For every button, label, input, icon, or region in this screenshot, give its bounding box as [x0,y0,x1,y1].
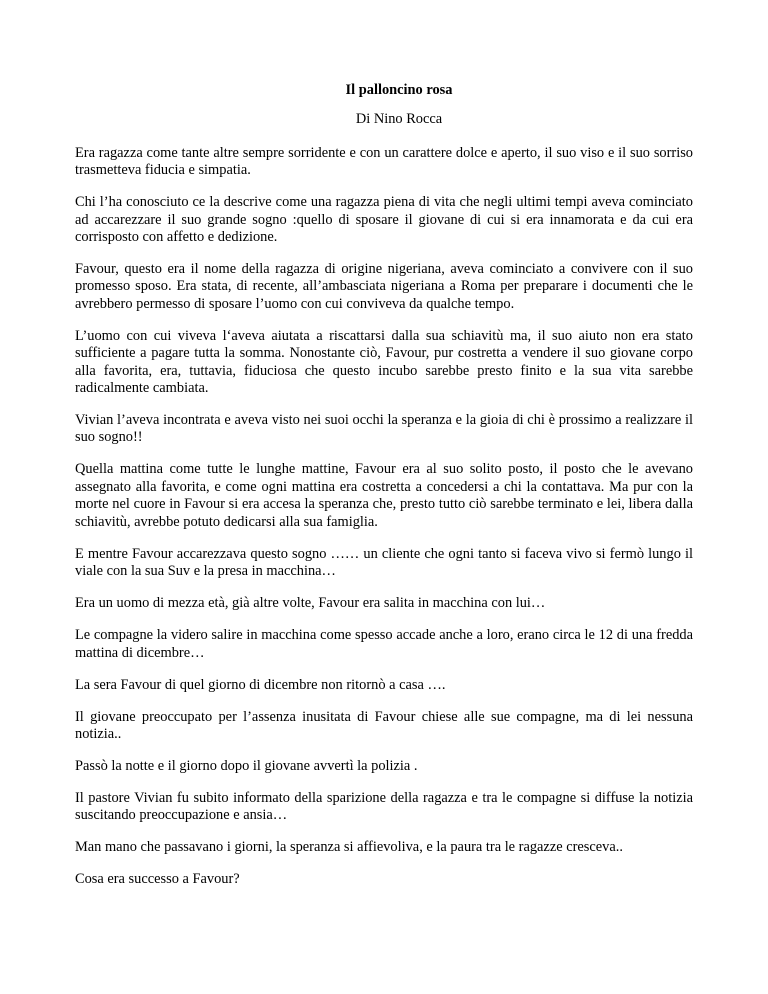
paragraph: Vivian l’aveva incontrata e aveva visto nei suoi occhi la speranza e la gioia di chi è prossimo a realizzare il suo sogno!! [75,412,693,446]
paragraph: Il pastore Vivian fu subito informato della sparizione della ragazza e tra le compagne si diffuse la notizia suscitando preoccupazione e ansia… [75,789,693,824]
paragraph: Chi l’ha conosciuto ce la descrive come una ragazza piena di vita che negli ultimi tempi aveva cominciato ad accarezzare il suo grande sogno :quello di sposare il giovane di cui si era innamorata e da cui era corrisposto con affetto e dedizione. [75,194,693,246]
paragraph: La sera Favour di quel giorno di dicembre non ritornò a casa …. [75,676,446,693]
document-page [75,82,693,903]
paragraph: Il giovane preoccupato per l’assenza inusitata di Favour chiese alle sue compagne, ma di lei nessuna notizia.. [75,708,693,742]
document-author: Di Nino Rocca [355,111,443,128]
paragraph: Le compagne la videro salire in macchina come spesso accade anche a loro, erano circa le 12 di una fredda mattina di dicembre… [75,627,693,661]
paragraph: Passò la notte e il giorno dopo il giovane avvertì la polizia . [75,757,418,774]
document-title: Il palloncino rosa [345,82,453,98]
paragraph: Era un uomo di mezza età, già altre volte, Favour era salita in macchina con lui… [75,595,546,612]
paragraph: Cosa era successo a Favour? [75,871,240,888]
paragraph: Quella mattina come tutte le lunghe mattine, Favour era al suo solito posto, il posto che le avevano assegnato alla favorita, e come ogni mattina era costretta a concedersi a chi la contattava. Ma pur con la morte nel cuore in Favour si era accesa la speranza che, presto tutto ciò sarebbe terminato e lei, libera dalla schiavitù, avrebbe potuto dedicarsi alla sua famiglia. [75,461,693,530]
paragraph: Era ragazza come tante altre sempre sorridente e con un carattere dolce e aperto, il suo viso e il suo sorriso trasmetteva fiducia e simpatia. [75,144,693,179]
paragraph: L’uomo con cui viveva l‘aveva aiutata a riscattarsi dalla sua schiavitù ma, il suo aiuto non era stato sufficiente a pagare tutta la somma. Nonostante ciò, Favour, pur costretta a vendere il suo giovane corpo alla favorita, era, tuttavia, fiduciosa che questo incubo sarebbe presto finito e la sua vita sarebbe radicalmente cambiata. [75,327,693,397]
paragraph: E mentre Favour accarezzava questo sogno …… un cliente che ogni tanto si faceva vivo si fermò lungo il viale con la sua Suv e la presa in macchina… [75,545,693,580]
paragraph: Man mano che passavano i giorni, la speranza si affievoliva, e la paura tra le ragazze cresceva.. [75,839,623,856]
paragraph: Favour, questo era il nome della ragazza di origine nigeriana, aveva cominciato a convivere con il suo promesso sposo. Era stata, di recente, all’ambasciata nigeriana a Roma per preparare i documenti che le avrebbero permesso di sposare l’uomo con cui conviveva da qualche tempo. [75,261,693,312]
